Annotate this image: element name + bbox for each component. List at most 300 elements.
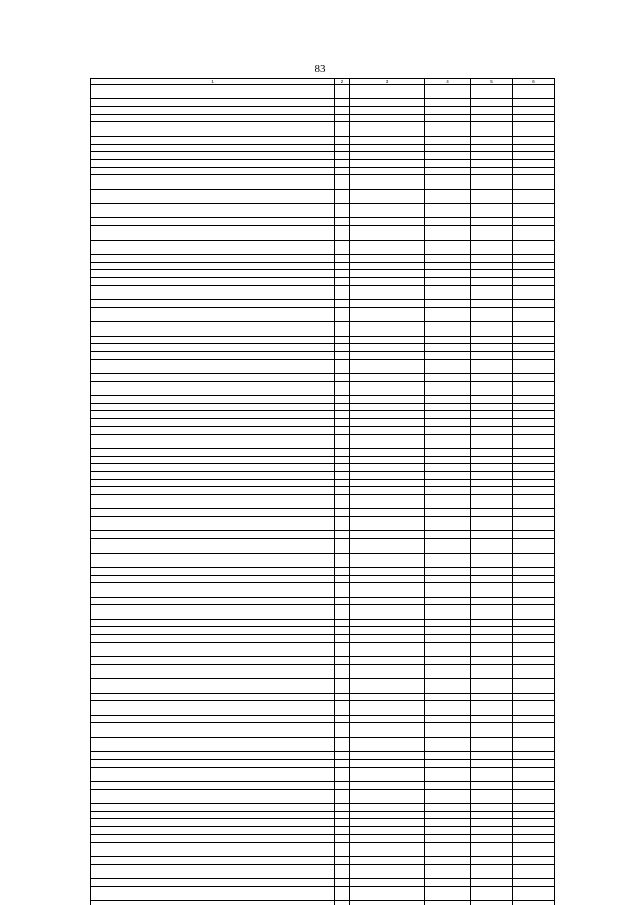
row-executed-cell <box>471 381 513 395</box>
row-remainder-cell <box>513 479 555 487</box>
table-row <box>91 715 555 723</box>
table-row <box>91 642 555 656</box>
table-row <box>91 107 555 115</box>
row-code-cell <box>335 856 350 864</box>
row-approved-cell <box>425 575 471 583</box>
row-executed-cell <box>471 635 513 643</box>
row-code-cell <box>335 359 350 373</box>
row-name-cell <box>91 509 335 517</box>
row-name-cell <box>91 285 335 299</box>
row-code-cell <box>335 752 350 760</box>
row-executed-cell <box>471 136 513 144</box>
row-approved-cell <box>425 583 471 597</box>
row-remainder-cell <box>513 456 555 464</box>
row-approved-cell <box>425 804 471 812</box>
table-row <box>91 373 555 381</box>
row-approved-cell <box>425 396 471 404</box>
row-executed-cell <box>471 359 513 373</box>
table-row <box>91 657 555 665</box>
table-row <box>91 679 555 693</box>
table-row <box>91 759 555 767</box>
row-code-cell <box>335 679 350 693</box>
row-executed-cell <box>471 509 513 517</box>
row-code-cell <box>335 144 350 152</box>
row-code-cell <box>335 471 350 479</box>
row-code-cell <box>335 627 350 635</box>
row-approved-cell <box>425 619 471 627</box>
row-remainder-cell <box>513 300 555 308</box>
table-row <box>91 539 555 553</box>
row-name-cell <box>91 701 335 715</box>
row-classification-cell <box>350 204 425 218</box>
row-approved-cell <box>425 886 471 900</box>
row-approved-cell <box>425 403 471 411</box>
row-executed-cell <box>471 448 513 456</box>
row-name-cell <box>91 152 335 160</box>
row-classification-cell <box>350 715 425 723</box>
table-row <box>91 789 555 803</box>
row-remainder-cell <box>513 419 555 427</box>
row-name-cell <box>91 300 335 308</box>
row-name-cell <box>91 635 335 643</box>
row-name-cell <box>91 723 335 737</box>
row-name-cell <box>91 122 335 136</box>
row-approved-cell <box>425 679 471 693</box>
row-remainder-cell <box>513 567 555 575</box>
row-executed-cell <box>471 597 513 605</box>
row-remainder-cell <box>513 767 555 781</box>
row-remainder-cell <box>513 471 555 479</box>
row-code-cell <box>335 270 350 278</box>
row-remainder-cell <box>513 575 555 583</box>
row-code-cell <box>335 635 350 643</box>
column-header: 4 <box>425 79 471 85</box>
row-code-cell <box>335 300 350 308</box>
row-remainder-cell <box>513 107 555 115</box>
table-row <box>91 322 555 336</box>
table-row <box>91 359 555 373</box>
table-row <box>91 495 555 509</box>
row-approved-cell <box>425 434 471 448</box>
row-executed-cell <box>471 204 513 218</box>
row-executed-cell <box>471 901 513 905</box>
row-classification-cell <box>350 782 425 790</box>
row-approved-cell <box>425 359 471 373</box>
row-name-cell <box>91 597 335 605</box>
table-row <box>91 277 555 285</box>
row-code-cell <box>335 517 350 531</box>
row-remainder-cell <box>513 144 555 152</box>
table-row <box>91 553 555 567</box>
row-approved-cell <box>425 270 471 278</box>
row-executed-cell <box>471 189 513 203</box>
row-classification-cell <box>350 167 425 175</box>
table-row <box>91 136 555 144</box>
row-approved-cell <box>425 159 471 167</box>
row-name-cell <box>91 136 335 144</box>
row-remainder-cell <box>513 583 555 597</box>
row-executed-cell <box>471 167 513 175</box>
table-row <box>91 307 555 321</box>
row-remainder-cell <box>513 495 555 509</box>
row-executed-cell <box>471 122 513 136</box>
table-row <box>91 804 555 812</box>
row-executed-cell <box>471 627 513 635</box>
row-executed-cell <box>471 583 513 597</box>
row-name-cell <box>91 842 335 856</box>
row-name-cell <box>91 262 335 270</box>
row-code-cell <box>335 715 350 723</box>
row-classification-cell <box>350 642 425 656</box>
row-classification-cell <box>350 879 425 887</box>
row-code-cell <box>335 693 350 701</box>
row-executed-cell <box>471 85 513 99</box>
row-name-cell <box>91 159 335 167</box>
row-remainder-cell <box>513 189 555 203</box>
row-classification-cell <box>350 189 425 203</box>
row-remainder-cell <box>513 434 555 448</box>
row-classification-cell <box>350 553 425 567</box>
table-row <box>91 597 555 605</box>
row-code-cell <box>335 448 350 456</box>
row-classification-cell <box>350 767 425 781</box>
row-executed-cell <box>471 351 513 359</box>
row-classification-cell <box>350 359 425 373</box>
row-approved-cell <box>425 336 471 344</box>
row-name-cell <box>91 539 335 553</box>
column-header: 6 <box>513 79 555 85</box>
row-remainder-cell <box>513 204 555 218</box>
row-approved-cell <box>425 737 471 751</box>
row-name-cell <box>91 789 335 803</box>
page-number: 83 <box>314 63 326 75</box>
row-executed-cell <box>471 226 513 240</box>
table-row <box>91 752 555 760</box>
row-classification-cell <box>350 464 425 472</box>
row-remainder-cell <box>513 175 555 189</box>
row-name-cell <box>91 886 335 900</box>
row-name-cell <box>91 664 335 678</box>
row-code-cell <box>335 277 350 285</box>
row-approved-cell <box>425 789 471 803</box>
row-remainder-cell <box>513 782 555 790</box>
row-classification-cell <box>350 679 425 693</box>
row-code-cell <box>335 767 350 781</box>
row-executed-cell <box>471 277 513 285</box>
row-classification-cell <box>350 107 425 115</box>
row-approved-cell <box>425 509 471 517</box>
row-executed-cell <box>471 886 513 900</box>
row-code-cell <box>335 396 350 404</box>
table-row <box>91 627 555 635</box>
row-remainder-cell <box>513 262 555 270</box>
row-code-cell <box>335 539 350 553</box>
row-code-cell <box>335 759 350 767</box>
row-code-cell <box>335 434 350 448</box>
row-classification-cell <box>350 300 425 308</box>
row-code-cell <box>335 159 350 167</box>
table-row <box>91 819 555 827</box>
row-remainder-cell <box>513 336 555 344</box>
row-approved-cell <box>425 114 471 122</box>
row-approved-cell <box>425 226 471 240</box>
table-row <box>91 842 555 856</box>
row-name-cell <box>91 448 335 456</box>
row-executed-cell <box>471 464 513 472</box>
row-executed-cell <box>471 159 513 167</box>
row-code-cell <box>335 122 350 136</box>
row-approved-cell <box>425 517 471 531</box>
table-row <box>91 464 555 472</box>
row-classification-cell <box>350 759 425 767</box>
table-row <box>91 471 555 479</box>
row-code-cell <box>335 605 350 619</box>
row-remainder-cell <box>513 886 555 900</box>
row-name-cell <box>91 879 335 887</box>
row-code-cell <box>335 403 350 411</box>
row-name-cell <box>91 240 335 254</box>
row-classification-cell <box>350 597 425 605</box>
row-name-cell <box>91 657 335 665</box>
row-remainder-cell <box>513 531 555 539</box>
row-code-cell <box>335 114 350 122</box>
row-remainder-cell <box>513 254 555 262</box>
row-remainder-cell <box>513 759 555 767</box>
row-executed-cell <box>471 782 513 790</box>
row-executed-cell <box>471 657 513 665</box>
row-approved-cell <box>425 664 471 678</box>
row-classification-cell <box>350 811 425 819</box>
row-approved-cell <box>425 605 471 619</box>
row-code-cell <box>335 254 350 262</box>
row-remainder-cell <box>513 834 555 842</box>
row-name-cell <box>91 517 335 531</box>
row-remainder-cell <box>513 635 555 643</box>
row-approved-cell <box>425 167 471 175</box>
row-code-cell <box>335 487 350 495</box>
row-code-cell <box>335 99 350 107</box>
row-executed-cell <box>471 152 513 160</box>
table-row <box>91 411 555 419</box>
table-row <box>91 827 555 835</box>
row-name-cell <box>91 864 335 878</box>
row-remainder-cell <box>513 218 555 226</box>
row-approved-cell <box>425 531 471 539</box>
row-code-cell <box>335 737 350 751</box>
row-approved-cell <box>425 277 471 285</box>
row-executed-cell <box>471 218 513 226</box>
row-classification-cell <box>350 819 425 827</box>
row-name-cell <box>91 471 335 479</box>
row-remainder-cell <box>513 715 555 723</box>
table-row <box>91 381 555 395</box>
row-code-cell <box>335 509 350 517</box>
row-classification-cell <box>350 789 425 803</box>
row-classification-cell <box>350 856 425 864</box>
row-remainder-cell <box>513 396 555 404</box>
row-executed-cell <box>471 434 513 448</box>
row-code-cell <box>335 575 350 583</box>
table-row <box>91 270 555 278</box>
row-remainder-cell <box>513 99 555 107</box>
table-row <box>91 159 555 167</box>
table-row <box>91 605 555 619</box>
row-executed-cell <box>471 419 513 427</box>
table-row <box>91 635 555 643</box>
row-executed-cell <box>471 175 513 189</box>
row-name-cell <box>91 85 335 99</box>
table-row <box>91 351 555 359</box>
row-classification-cell <box>350 583 425 597</box>
row-approved-cell <box>425 189 471 203</box>
row-executed-cell <box>471 827 513 835</box>
table-row <box>91 419 555 427</box>
row-classification-cell <box>350 531 425 539</box>
row-approved-cell <box>425 240 471 254</box>
row-approved-cell <box>425 567 471 575</box>
row-remainder-cell <box>513 856 555 864</box>
row-code-cell <box>335 701 350 715</box>
row-executed-cell <box>471 789 513 803</box>
row-name-cell <box>91 856 335 864</box>
row-classification-cell <box>350 218 425 226</box>
row-classification-cell <box>350 114 425 122</box>
row-executed-cell <box>471 336 513 344</box>
row-remainder-cell <box>513 627 555 635</box>
table-row <box>91 886 555 900</box>
row-classification-cell <box>350 373 425 381</box>
table-row <box>91 834 555 842</box>
row-classification-cell <box>350 285 425 299</box>
row-executed-cell <box>471 804 513 812</box>
row-name-cell <box>91 403 335 411</box>
row-name-cell <box>91 827 335 835</box>
row-classification-cell <box>350 411 425 419</box>
row-classification-cell <box>350 827 425 835</box>
row-code-cell <box>335 886 350 900</box>
row-approved-cell <box>425 879 471 887</box>
row-name-cell <box>91 373 335 381</box>
row-code-cell <box>335 789 350 803</box>
table-row <box>91 693 555 701</box>
row-executed-cell <box>471 99 513 107</box>
row-name-cell <box>91 218 335 226</box>
table-row <box>91 567 555 575</box>
row-approved-cell <box>425 262 471 270</box>
table-row <box>91 144 555 152</box>
row-classification-cell <box>350 517 425 531</box>
row-remainder-cell <box>513 285 555 299</box>
row-remainder-cell <box>513 642 555 656</box>
row-classification-cell <box>350 842 425 856</box>
row-remainder-cell <box>513 114 555 122</box>
row-approved-cell <box>425 752 471 760</box>
row-code-cell <box>335 531 350 539</box>
row-name-cell <box>91 114 335 122</box>
table-row <box>91 509 555 517</box>
row-executed-cell <box>471 553 513 567</box>
row-executed-cell <box>471 495 513 509</box>
row-approved-cell <box>425 307 471 321</box>
row-name-cell <box>91 531 335 539</box>
row-approved-cell <box>425 419 471 427</box>
row-remainder-cell <box>513 804 555 812</box>
row-remainder-cell <box>513 701 555 715</box>
row-classification-cell <box>350 834 425 842</box>
row-classification-cell <box>350 136 425 144</box>
table-row <box>91 782 555 790</box>
row-code-cell <box>335 583 350 597</box>
row-executed-cell <box>471 679 513 693</box>
row-classification-cell <box>350 509 425 517</box>
table-row <box>91 204 555 218</box>
row-code-cell <box>335 381 350 395</box>
row-executed-cell <box>471 456 513 464</box>
budget-table <box>90 78 555 905</box>
row-executed-cell <box>471 642 513 656</box>
row-classification-cell <box>350 159 425 167</box>
row-approved-cell <box>425 351 471 359</box>
table-row <box>91 456 555 464</box>
table-row <box>91 99 555 107</box>
row-classification-cell <box>350 226 425 240</box>
row-executed-cell <box>471 605 513 619</box>
row-code-cell <box>335 344 350 352</box>
row-name-cell <box>91 737 335 751</box>
row-name-cell <box>91 804 335 812</box>
row-approved-cell <box>425 285 471 299</box>
row-code-cell <box>335 307 350 321</box>
row-name-cell <box>91 759 335 767</box>
row-approved-cell <box>425 300 471 308</box>
row-remainder-cell <box>513 723 555 737</box>
row-executed-cell <box>471 471 513 479</box>
row-name-cell <box>91 487 335 495</box>
row-approved-cell <box>425 456 471 464</box>
row-executed-cell <box>471 517 513 531</box>
row-remainder-cell <box>513 226 555 240</box>
row-approved-cell <box>425 373 471 381</box>
row-name-cell <box>91 411 335 419</box>
row-approved-cell <box>425 136 471 144</box>
table-row <box>91 619 555 627</box>
row-approved-cell <box>425 218 471 226</box>
row-remainder-cell <box>513 901 555 905</box>
row-classification-cell <box>350 351 425 359</box>
row-name-cell <box>91 642 335 656</box>
row-code-cell <box>335 285 350 299</box>
row-approved-cell <box>425 322 471 336</box>
row-executed-cell <box>471 723 513 737</box>
table-row <box>91 240 555 254</box>
row-code-cell <box>335 373 350 381</box>
row-name-cell <box>91 464 335 472</box>
row-executed-cell <box>471 752 513 760</box>
row-executed-cell <box>471 411 513 419</box>
row-name-cell <box>91 426 335 434</box>
row-code-cell <box>335 553 350 567</box>
row-classification-cell <box>350 487 425 495</box>
table-row <box>91 167 555 175</box>
row-code-cell <box>335 834 350 842</box>
table-row <box>91 856 555 864</box>
row-name-cell <box>91 434 335 448</box>
row-approved-cell <box>425 827 471 835</box>
row-classification-cell <box>350 737 425 751</box>
row-approved-cell <box>425 553 471 567</box>
row-name-cell <box>91 396 335 404</box>
row-executed-cell <box>471 114 513 122</box>
